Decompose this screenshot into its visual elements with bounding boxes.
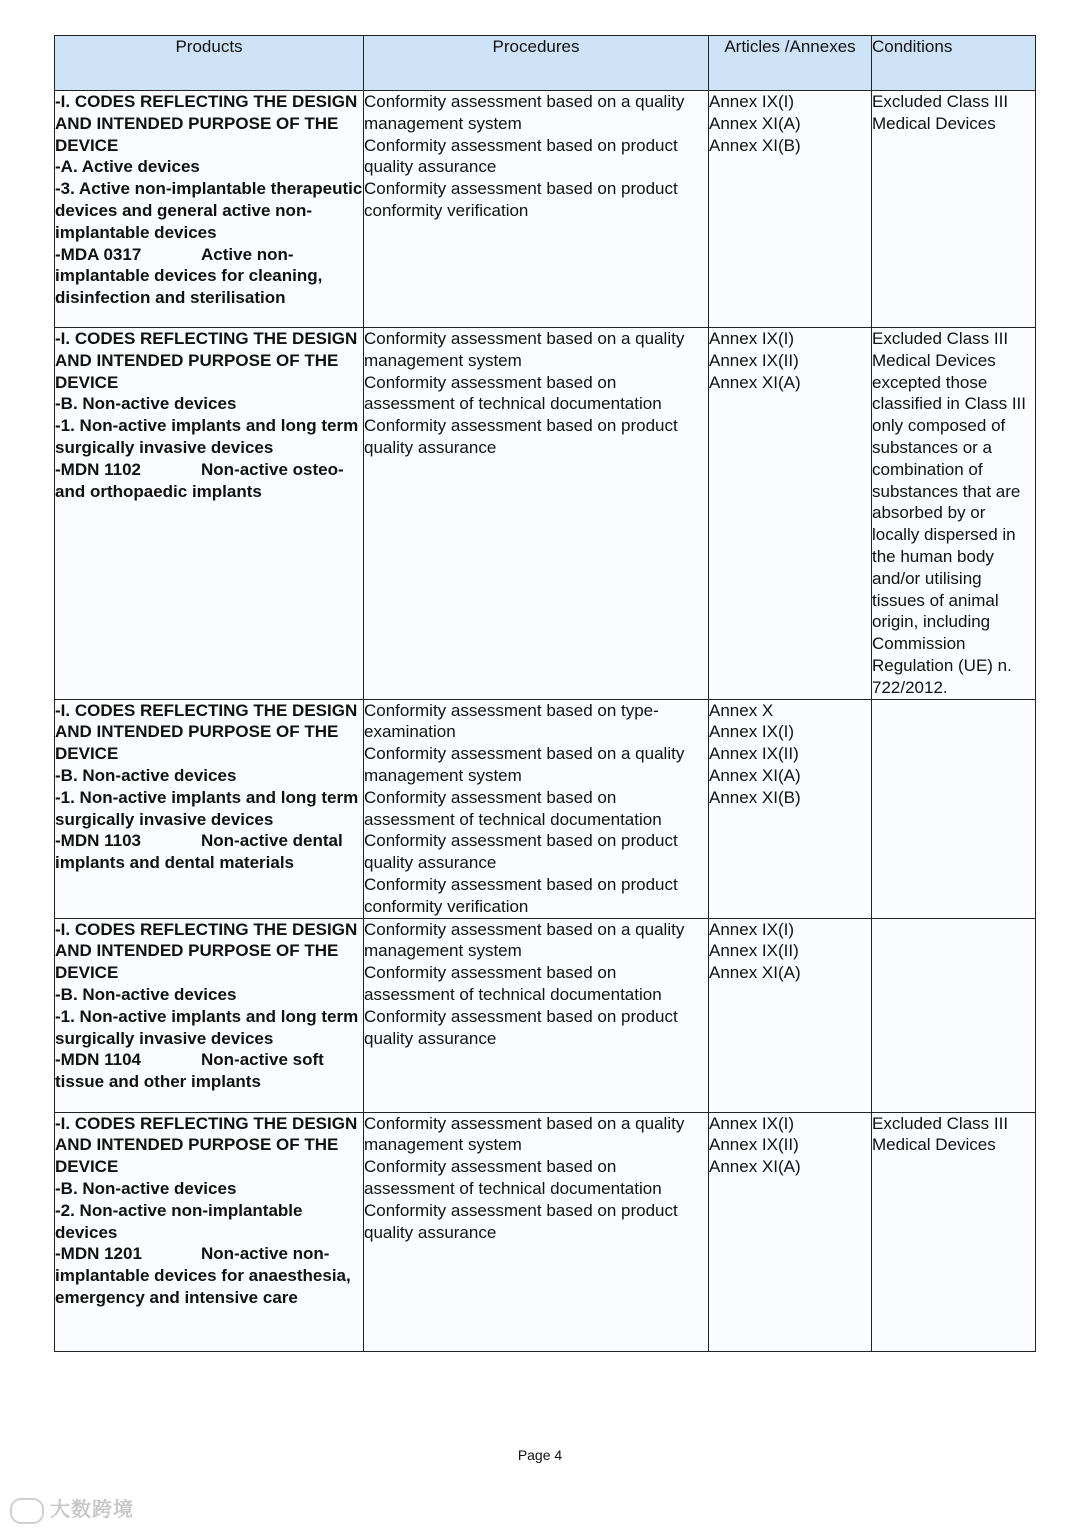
product-line: -1. Non-active implants and long term surgically invasive devices <box>55 416 359 457</box>
product-line: -I. CODES REFLECTING THE DESIGN AND INTENDED PURPOSE OF THE DEVICE <box>55 329 358 392</box>
product-code-text: Active non-implantable devices for cleaning, disinfection and sterilisation <box>55 244 323 308</box>
products-cell <box>55 918 364 1112</box>
product-line: -I. CODES REFLECTING THE DESIGN AND INTENDED PURPOSE OF THE DEVICE <box>55 919 358 983</box>
product-code-text: Non-active dental implants and dental materials <box>55 831 343 873</box>
product-code-line <box>55 244 363 309</box>
product-code-line <box>55 1243 363 1308</box>
header-conditions: Conditions <box>872 36 1036 91</box>
products-cell <box>55 328 364 700</box>
procedure-line: Conformity assessment based on product quality assurance <box>364 1006 678 1048</box>
conditions-cell: Excluded Class III Medical Devices <box>872 1112 1036 1351</box>
procedures-cell <box>364 918 709 1112</box>
annex-line: Annex IX(I) <box>709 722 795 742</box>
procedure-line: Conformity assessment based on product quality assurance <box>364 416 678 457</box>
annex-line: Annex IX(I) <box>709 1113 795 1133</box>
products-cell <box>55 91 364 328</box>
procedure-line: Conformity assessment based on product conformity verification <box>364 874 678 916</box>
table-row <box>55 91 1036 328</box>
product-code: -MDN 1103 <box>55 831 141 851</box>
procedure-line: Conformity assessment based on product conformity verification <box>364 179 678 220</box>
procedures-cell <box>364 91 709 328</box>
product-code: -MDN 1201 <box>55 1244 142 1264</box>
procedure-line: Conformity assessment based on a quality management system <box>364 1113 685 1155</box>
product-line: -I. CODES REFLECTING THE DESIGN AND INTENDED PURPOSE OF THE DEVICE <box>55 1113 358 1177</box>
annex-line: Annex X <box>709 700 774 720</box>
table-header-row <box>55 36 1036 91</box>
header-annexes: Articles /Annexes <box>709 36 872 91</box>
annex-line: Annex IX(I) <box>709 919 795 939</box>
annex-line: Annex XI(B) <box>709 135 801 155</box>
annex-line: Annex IX(II) <box>709 350 799 370</box>
annex-line: Annex IX(II) <box>709 1135 799 1155</box>
product-code-text: Non-active soft tissue and other implants <box>55 1050 324 1092</box>
product-line: -B. Non-active devices <box>55 1178 237 1198</box>
procedure-line: Conformity assessment based on assessment of technical documentation <box>364 1157 662 1198</box>
table-row <box>55 328 1036 700</box>
table-row <box>55 699 1036 918</box>
header-procedures: Procedures <box>364 36 709 91</box>
procedure-line: Conformity assessment based on assessment of technical documentation <box>364 963 662 1004</box>
annex-line: Annex IX(II) <box>709 941 799 961</box>
procedure-line: Conformity assessment based on a quality management system <box>364 919 685 961</box>
annex-line: Annex XI(A) <box>709 1157 801 1177</box>
procedures-cell <box>364 328 709 700</box>
product-code-line <box>55 1049 363 1093</box>
product-code: -MDN 1104 <box>55 1050 141 1070</box>
product-line: -3. Active non-implantable therapeutic devices and general active non-implantable devices <box>55 179 363 242</box>
product-line: -I. CODES REFLECTING THE DESIGN AND INTENDED PURPOSE OF THE DEVICE <box>55 92 358 155</box>
conditions-cell: Excluded Class III Medical Devices excepted those classified in Class III only composed of substances or a combination of substances that are absorbed by or locally dispersed in the human body and/or utilising tissues of animal origin, including Commission Regulation (UE) n. 722/2012. <box>872 328 1036 700</box>
procedure-line: Conformity assessment based on a quality management system <box>364 92 685 133</box>
product-code-text: Non-active osteo- and orthopaedic implants <box>55 459 344 501</box>
product-code-line <box>55 459 363 503</box>
annexes-cell <box>709 918 872 1112</box>
product-line: -A. Active devices <box>55 157 200 177</box>
product-line: -B. Non-active devices <box>55 765 237 785</box>
watermark-text: 大数跨境 <box>50 1499 134 1521</box>
annex-line: Annex IX(II) <box>709 744 799 764</box>
conditions-cell <box>872 918 1036 1112</box>
procedure-line: Conformity assessment based on type-examination <box>364 700 659 742</box>
header-products: Products <box>55 36 364 91</box>
annex-line: Annex XI(A) <box>709 765 801 785</box>
procedure-line: Conformity assessment based on product quality assurance <box>364 1200 678 1242</box>
procedure-line: Conformity assessment based on a quality management system <box>364 329 685 370</box>
products-cell <box>55 699 364 918</box>
procedures-cell <box>364 699 709 918</box>
product-code: -MDA 0317 <box>55 244 142 264</box>
annex-line: Annex IX(I) <box>709 92 795 111</box>
product-line: -B. Non-active devices <box>55 984 237 1004</box>
procedure-line: Conformity assessment based on a quality management system <box>364 744 685 785</box>
annex-line: Annex XI(A) <box>709 113 801 133</box>
procedure-line: Conformity assessment based on assessment of technical documentation <box>364 787 662 829</box>
annex-line: Annex XI(A) <box>709 372 801 392</box>
table-row <box>55 918 1036 1112</box>
annexes-cell <box>709 699 872 918</box>
procedure-line: Conformity assessment based on product quality assurance <box>364 831 678 873</box>
annex-line: Annex XI(B) <box>709 787 801 807</box>
annex-line: Annex XI(A) <box>709 963 801 983</box>
procedures-cell <box>364 1112 709 1351</box>
product-line: -B. Non-active devices <box>55 394 237 414</box>
annex-table <box>54 35 1036 1352</box>
conditions-cell <box>872 699 1036 918</box>
product-line: -I. CODES REFLECTING THE DESIGN AND INTENDED PURPOSE OF THE DEVICE <box>55 700 358 764</box>
annexes-cell <box>709 328 872 700</box>
procedure-line: Conformity assessment based on product quality assurance <box>364 135 678 177</box>
product-code: -MDN 1102 <box>55 459 141 479</box>
page-number: Page 4 <box>517 1447 563 1463</box>
annexes-cell <box>709 1112 872 1351</box>
product-code-line <box>55 830 363 874</box>
table-row <box>55 1112 1036 1351</box>
product-line: -1. Non-active implants and long term surgically invasive devices <box>55 1006 359 1048</box>
product-line: -2. Non-active non-implantable devices <box>55 1200 303 1242</box>
annex-line: Annex IX(I) <box>709 329 795 348</box>
watermark-logo-icon <box>10 1498 44 1524</box>
product-code-text: Non-active non-implantable devices for anaesthesia, emergency and intensive care <box>55 1244 351 1307</box>
product-line: -1. Non-active implants and long term surgically invasive devices <box>55 787 359 829</box>
annexes-cell <box>709 91 872 328</box>
procedure-line: Conformity assessment based on assessment of technical documentation <box>364 372 662 414</box>
conditions-cell: Excluded Class III Medical Devices <box>872 91 1036 328</box>
watermark <box>10 1493 134 1524</box>
products-cell <box>55 1112 364 1351</box>
